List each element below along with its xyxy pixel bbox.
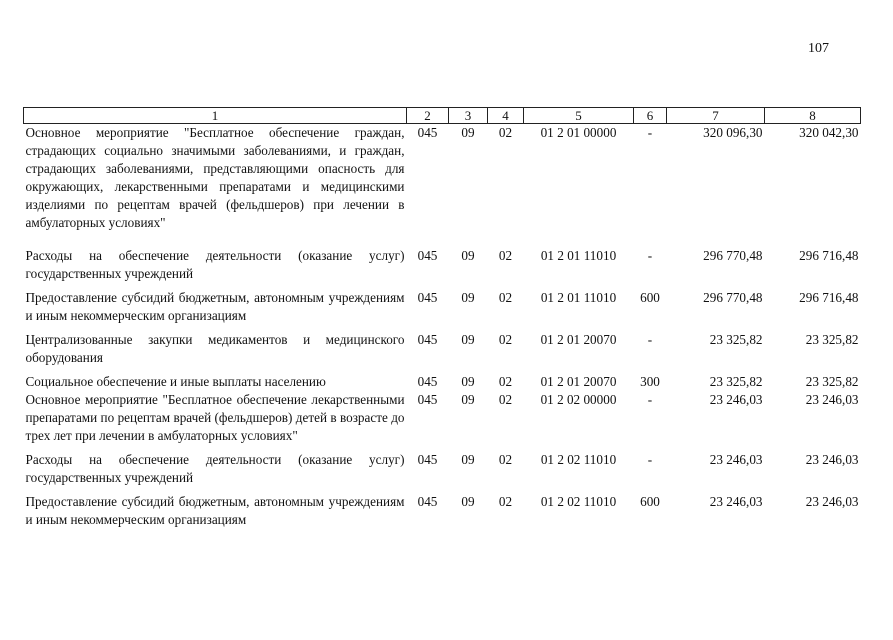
table-row xyxy=(24,247,861,283)
row-code-subsection: 02 xyxy=(498,332,513,347)
row-code-subsection: 02 xyxy=(498,374,513,389)
column-header-7: 7 xyxy=(667,108,765,124)
row-amount-1: 320 096,30 xyxy=(703,125,763,140)
row-code-section: 09 xyxy=(461,452,475,467)
row-name: Предоставление субсидий бюджетным, автономным учреждениям и иным некоммерческим организациям xyxy=(25,494,405,527)
row-code-admin: 045 xyxy=(417,374,438,389)
row-code-target: 01 2 01 20070 xyxy=(540,332,617,347)
row-code-section: 09 xyxy=(461,332,475,347)
column-header-6: 6 xyxy=(634,108,667,124)
row-code-subsection: 02 xyxy=(498,392,513,407)
table-row xyxy=(24,391,861,445)
column-header-2: 2 xyxy=(407,108,449,124)
table-row xyxy=(24,124,861,233)
row-amount-2: 23 246,03 xyxy=(805,494,859,509)
table-header-row xyxy=(24,108,861,124)
row-code-target: 01 2 01 11010 xyxy=(540,290,617,305)
row-name: Социальное обеспечение и иные выплаты населению xyxy=(25,374,326,389)
budget-table xyxy=(23,107,861,529)
row-amount-1: 296 770,48 xyxy=(703,290,763,305)
row-amount-1: 23 246,03 xyxy=(709,494,763,509)
row-code-expense-type: - xyxy=(647,125,653,140)
table-row xyxy=(24,331,861,367)
row-code-target: 01 2 02 00000 xyxy=(540,392,617,407)
column-header-4: 4 xyxy=(488,108,524,124)
row-amount-2: 296 716,48 xyxy=(799,290,859,305)
table-row xyxy=(24,451,861,487)
row-code-subsection: 02 xyxy=(498,494,513,509)
column-header-3: 3 xyxy=(449,108,488,124)
row-code-admin: 045 xyxy=(417,248,438,263)
row-code-subsection: 02 xyxy=(498,452,513,467)
row-code-section: 09 xyxy=(461,290,475,305)
column-header-5: 5 xyxy=(524,108,634,124)
row-name: Расходы на обеспечение деятельности (оказание услуг) государственных учреждений xyxy=(25,452,405,485)
row-code-subsection: 02 xyxy=(498,290,513,305)
row-code-expense-type: - xyxy=(647,332,653,347)
table-row xyxy=(24,289,861,325)
table-row xyxy=(24,493,861,529)
row-name: Основное мероприятие "Бесплатное обеспечение лекарственными препаратами по рецептам врачей (фельдшеров) детей в возрасте до трех лет при лечении в амбулаторных условиях" xyxy=(25,392,405,443)
row-amount-2: 23 325,82 xyxy=(805,374,859,389)
row-amount-1: 23 325,82 xyxy=(709,374,763,389)
row-code-target: 01 2 02 11010 xyxy=(540,494,617,509)
row-amount-2: 23 246,03 xyxy=(805,392,859,407)
row-code-target: 01 2 01 00000 xyxy=(540,125,617,140)
row-code-admin: 045 xyxy=(417,494,438,509)
row-code-admin: 045 xyxy=(417,332,438,347)
row-code-admin: 045 xyxy=(417,125,438,140)
row-code-admin: 045 xyxy=(417,290,438,305)
row-code-subsection: 02 xyxy=(498,248,513,263)
row-name: Расходы на обеспечение деятельности (оказание услуг) государственных учреждений xyxy=(25,248,405,281)
row-code-section: 09 xyxy=(461,374,475,389)
row-code-expense-type: - xyxy=(647,452,653,467)
row-code-section: 09 xyxy=(461,392,475,407)
row-code-expense-type: 600 xyxy=(640,290,660,305)
row-amount-2: 296 716,48 xyxy=(799,248,859,263)
row-code-expense-type: - xyxy=(647,392,653,407)
row-code-admin: 045 xyxy=(417,452,438,467)
row-amount-1: 23 246,03 xyxy=(709,452,763,467)
row-code-expense-type: - xyxy=(647,248,653,263)
row-name: Централизованные закупки медикаментов и медицинского оборудования xyxy=(25,332,405,365)
row-code-target: 01 2 02 11010 xyxy=(540,452,617,467)
row-amount-2: 23 246,03 xyxy=(805,452,859,467)
row-amount-1: 23 246,03 xyxy=(709,392,763,407)
row-code-target: 01 2 01 11010 xyxy=(540,248,617,263)
row-code-section: 09 xyxy=(461,494,475,509)
row-name: Основное мероприятие "Бесплатное обеспечение граждан, страдающих социально значимыми заболеваниями, и граждан, страдающих заболеваниями, представляющими опасность для окружающих, лекарственными препаратами и медицинскими изделиями по рецептам врачей (фельдшеров) при лечении в амбулаторных условиях" xyxy=(25,125,405,230)
table-row xyxy=(24,373,861,391)
row-code-admin: 045 xyxy=(417,392,438,407)
row-code-expense-type: 300 xyxy=(640,374,660,389)
row-amount-1: 296 770,48 xyxy=(703,248,763,263)
row-amount-2: 320 042,30 xyxy=(799,125,859,140)
row-code-target: 01 2 01 20070 xyxy=(540,374,617,389)
row-code-section: 09 xyxy=(461,248,475,263)
row-name: Предоставление субсидий бюджетным, автономным учреждениям и иным некоммерческим организациям xyxy=(25,290,405,323)
row-code-subsection: 02 xyxy=(498,125,513,140)
row-code-expense-type: 600 xyxy=(640,494,660,509)
row-amount-1: 23 325,82 xyxy=(709,332,763,347)
column-header-1: 1 xyxy=(24,108,407,124)
row-code-section: 09 xyxy=(461,125,475,140)
page-number: 107 xyxy=(808,41,829,56)
row-amount-2: 23 325,82 xyxy=(805,332,859,347)
column-header-8: 8 xyxy=(765,108,861,124)
